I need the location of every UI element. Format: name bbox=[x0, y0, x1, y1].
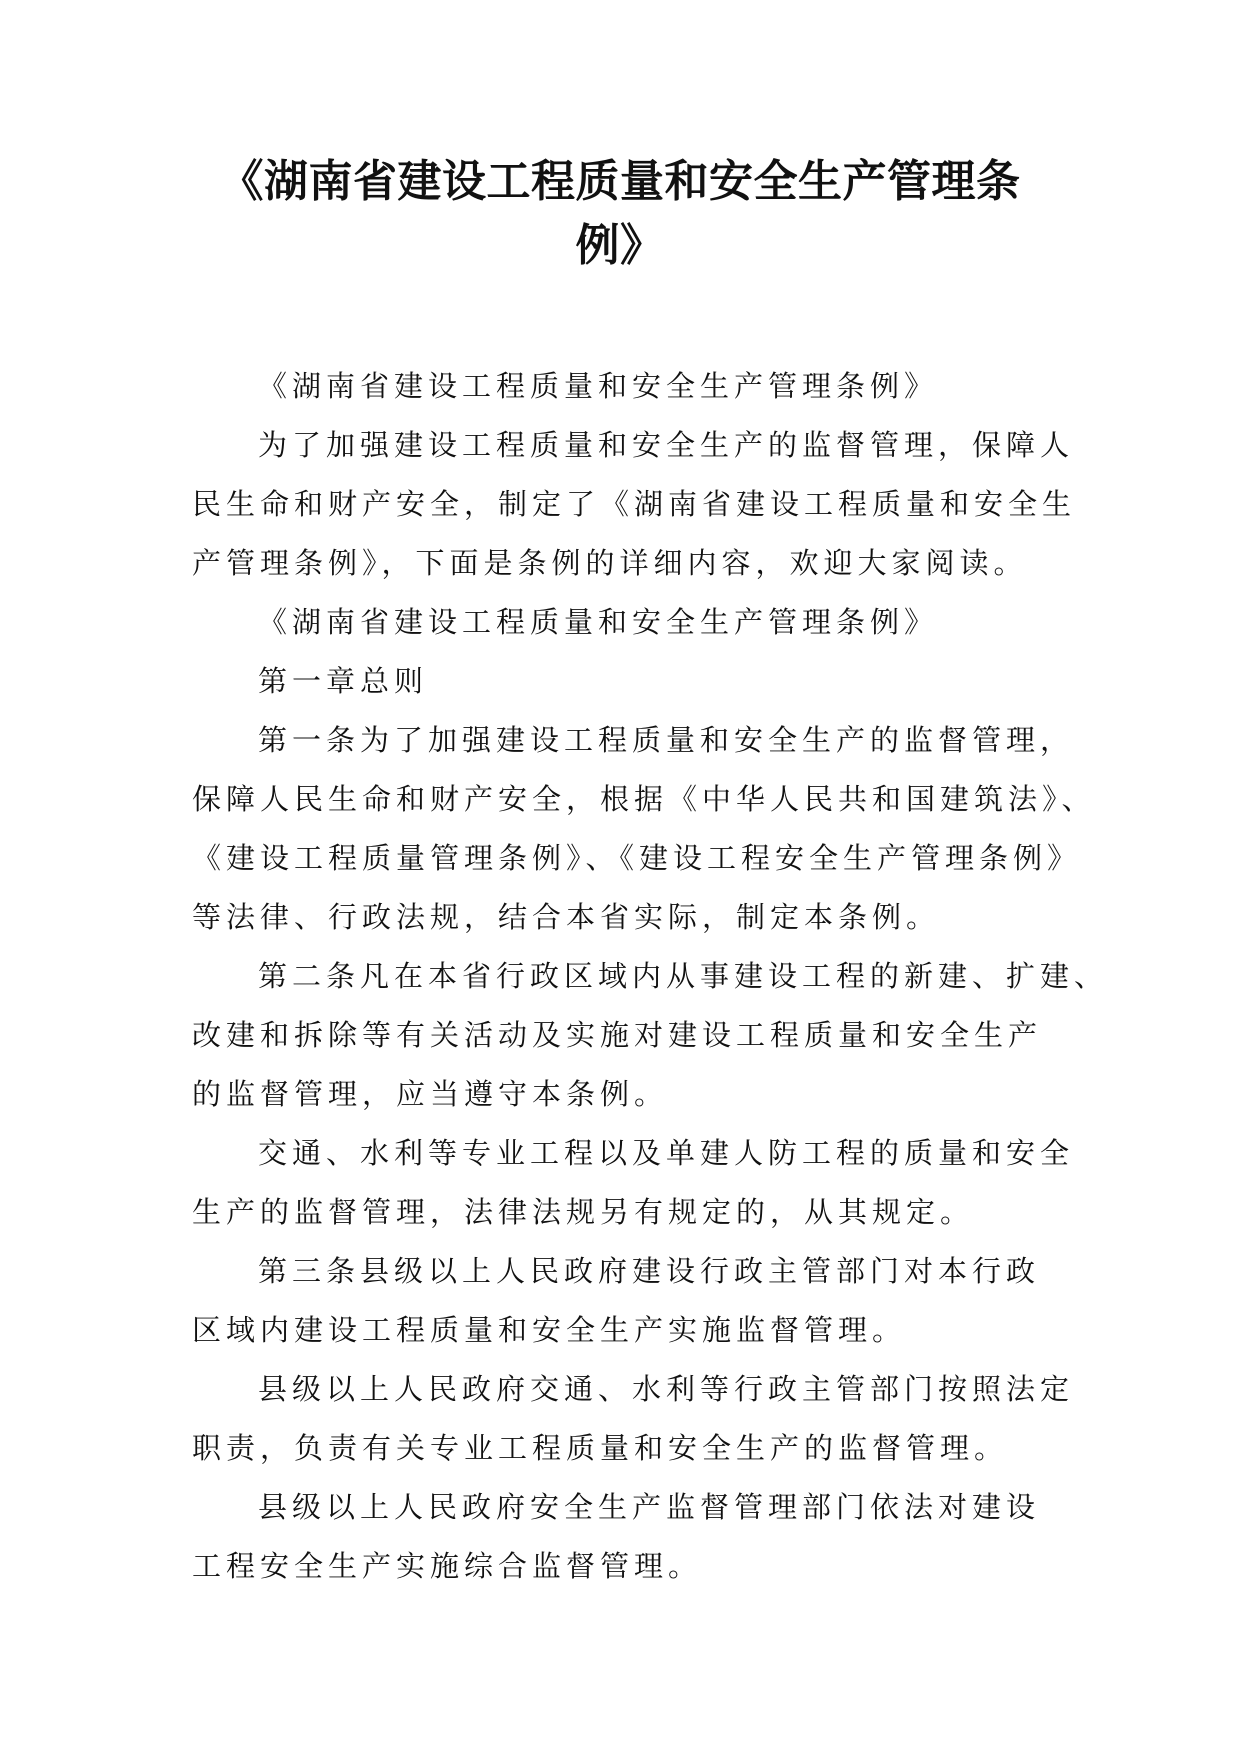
text-line: 的监督管理，应当遵守本条例。 bbox=[192, 1077, 669, 1111]
text-line: 生产的监督管理，法律法规另有规定的，从其规定。 bbox=[192, 1195, 975, 1229]
title-line: 例》 bbox=[575, 220, 665, 271]
text-line: 民生命和财产安全，制定了《湖南省建设工程质量和安全生 bbox=[192, 487, 1077, 521]
article-2 bbox=[192, 947, 1109, 1124]
article-1 bbox=[192, 711, 1096, 947]
text-line: 为了加强建设工程质量和安全生产的监督管理，保障人 bbox=[258, 428, 1075, 462]
text-line: 交通、水利等专业工程以及单建人防工程的质量和安全 bbox=[258, 1136, 1075, 1170]
text-line: 第一章总则 bbox=[258, 664, 429, 698]
article-3-clause-3 bbox=[192, 1478, 1052, 1596]
paragraph-regulation-title bbox=[192, 593, 1052, 652]
text-line: 县级以上人民政府交通、水利等行政主管部门按照法定 bbox=[258, 1372, 1075, 1406]
article-3 bbox=[192, 1242, 1052, 1360]
text-line: 产管理条例》，下面是条例的详细内容，欢迎大家阅读。 bbox=[192, 546, 1028, 580]
text-line: 《湖南省建设工程质量和安全生产管理条例》 bbox=[258, 369, 939, 403]
text-line: 等法律、行政法规，结合本省实际，制定本条例。 bbox=[192, 900, 941, 934]
article-3-clause-2 bbox=[192, 1360, 1075, 1478]
document-body bbox=[192, 357, 1109, 1596]
paragraph-subtitle bbox=[192, 357, 1052, 416]
text-line: 《建设工程质量管理条例》、《建设工程安全生产管理条例》 bbox=[192, 841, 1082, 875]
chapter-heading bbox=[192, 652, 1052, 711]
text-line: 改建和拆除等有关活动及实施对建设工程质量和安全生产 bbox=[192, 1018, 1043, 1052]
title-line: 《湖南省建设工程质量和安全生产管理条 bbox=[219, 156, 1021, 207]
text-line: 职责，负责有关专业工程质量和安全生产的监督管理。 bbox=[192, 1431, 1009, 1465]
text-line: 工程安全生产实施综合监督管理。 bbox=[192, 1549, 703, 1583]
document-title bbox=[190, 150, 1050, 278]
text-line: 第三条县级以上人民政府建设行政主管部门对本行政 bbox=[258, 1254, 1041, 1288]
text-line: 《湖南省建设工程质量和安全生产管理条例》 bbox=[258, 605, 939, 639]
text-line: 第二条凡在本省行政区域内从事建设工程的新建、扩建、 bbox=[258, 959, 1109, 993]
text-line: 区域内建设工程质量和安全生产实施监督管理。 bbox=[192, 1313, 907, 1347]
text-line: 第一条为了加强建设工程质量和安全生产的监督管理， bbox=[258, 723, 1075, 757]
text-line: 县级以上人民政府安全生产监督管理部门依法对建设 bbox=[258, 1490, 1041, 1524]
text-line: 保障人民生命和财产安全，根据《中华人民共和国建筑法》、 bbox=[192, 782, 1096, 816]
article-2-clause-2 bbox=[192, 1124, 1075, 1242]
paragraph-intro bbox=[192, 416, 1077, 593]
